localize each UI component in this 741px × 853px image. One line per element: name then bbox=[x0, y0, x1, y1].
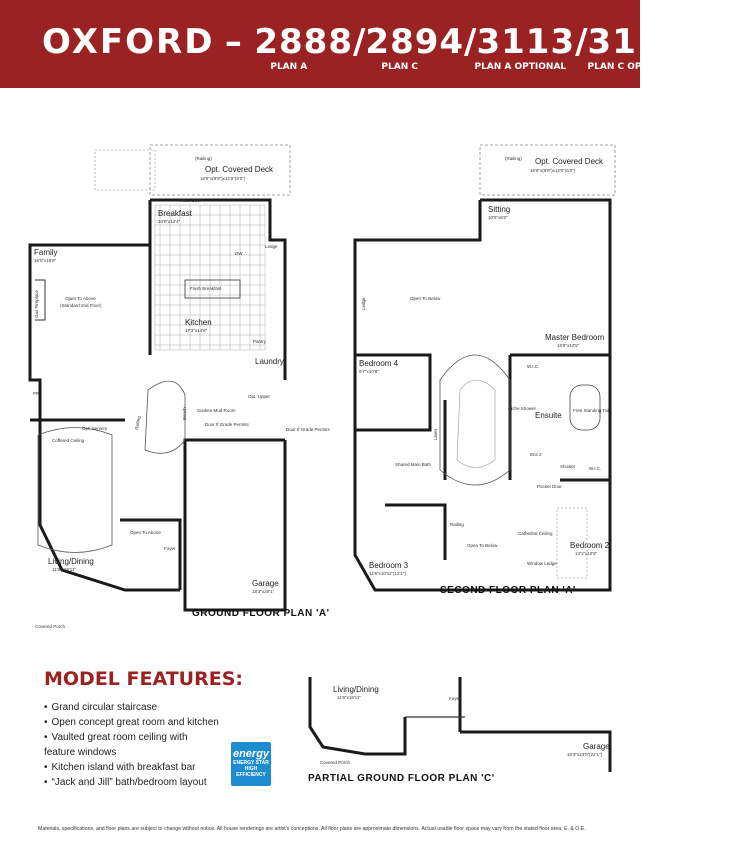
sf-railing-s: Railing bbox=[450, 522, 464, 527]
sf-linen: Linen bbox=[433, 428, 438, 440]
sf-covered-deck: Opt. Covered Deck bbox=[535, 157, 604, 166]
sf-bedroom4: Bedroom 4 bbox=[359, 359, 399, 368]
ground-floor-plan bbox=[20, 140, 330, 630]
feature-item: • Grand circular staircase bbox=[44, 700, 219, 715]
partial-living-dim: 11'8"x19'11" bbox=[337, 695, 362, 700]
sf-sitting-dim: 10'0"x6'0" bbox=[488, 215, 508, 220]
gf-dw: DW bbox=[235, 251, 243, 256]
gf-family-dim: 16'0"x18'8" bbox=[34, 258, 57, 263]
title-row: OXFORD – 2888 PLAN A /2894 PLAN C /3113 PLAN A OPTIONAL /3119 PLAN C OPTIONAL SQ.FT. bbox=[42, 22, 741, 72]
second-floor-plan bbox=[345, 140, 620, 600]
energy-star-badge bbox=[231, 742, 271, 786]
gf-pantry: Pantry bbox=[253, 339, 267, 344]
energy-star-sub: HIGH EFFICIENCY bbox=[236, 766, 266, 778]
gf-open-above2: Open To Above bbox=[130, 530, 161, 535]
sf-bedroom3-dim: 11'6"x10'11"(12'1") bbox=[369, 571, 406, 576]
features-list bbox=[44, 700, 219, 790]
partial-porch: Covered Porch bbox=[320, 760, 351, 765]
sqft-plan-c-optional: 3119 PLAN C OPTIONAL bbox=[587, 22, 687, 72]
sqft-plan-c: 2894 PLAN C bbox=[365, 22, 465, 72]
features-title: MODEL FEATURES: bbox=[44, 668, 243, 690]
sf-sitting: Sitting bbox=[488, 205, 511, 214]
gf-servery: Opt. Servery bbox=[82, 426, 108, 431]
gf-door-grade: Door If Grade Permits bbox=[286, 427, 330, 432]
sqft-plan-a-optional: 3113 PLAN A OPTIONAL bbox=[474, 22, 576, 72]
gf-living-dim: 11'8"x19'11" bbox=[52, 567, 77, 572]
gf-laundry: Laundry bbox=[255, 357, 284, 366]
sf-shared-bath: Shared Main Bath bbox=[395, 462, 432, 467]
gf-coffered: Coffered Ceiling bbox=[52, 438, 85, 443]
energy-star-label: ENERGY STAR bbox=[233, 760, 269, 766]
gf-living: Living/Dining bbox=[48, 557, 94, 566]
gf-opt-upper: Opt. Upper bbox=[248, 394, 271, 399]
sf-bedroom2: Bedroom 2 bbox=[570, 541, 610, 550]
energy-star-logo: energy bbox=[232, 748, 270, 760]
gf-railing2: Railing bbox=[134, 415, 142, 431]
title-banner bbox=[0, 0, 741, 88]
sf-cathedral: Cathedral Ceiling bbox=[518, 531, 553, 536]
gf-door-grade2: Door If Grade Permits bbox=[205, 422, 249, 427]
sf-niche-shower: Niche Shower bbox=[508, 406, 537, 411]
title-dash: – bbox=[224, 22, 244, 62]
sqft-plan-a: 2888 PLAN A bbox=[254, 22, 353, 72]
sf-bedroom2-dim: 13'1"x10'8" bbox=[575, 551, 598, 556]
sf-shower: Shower bbox=[560, 464, 576, 469]
gf-fireplace: Gas Fireplace bbox=[34, 289, 39, 318]
gf-pr: PR bbox=[33, 391, 40, 396]
gf-railing: (Railing) bbox=[195, 156, 212, 161]
disclaimer: Materials, specifications, and floor plans are subject to change without notice. All house renderings are artist's conceptions. All floor plans are approximate dimensions. Actual usable floor space may vary from the stated floor area. E. & O.E. bbox=[38, 826, 586, 832]
sf-bedroom3: Bedroom 3 bbox=[369, 561, 409, 570]
model-name: OXFORD bbox=[42, 22, 215, 62]
second-floor-title: SECOND FLOOR PLAN 'A' bbox=[440, 585, 576, 596]
gf-covered-deck-dim: 16'6"x(9'8")x12'0"(6'0") bbox=[200, 176, 246, 181]
sf-open-below2: Open To Below bbox=[467, 543, 498, 548]
gf-mud-room: Sunken Mud Room bbox=[197, 408, 236, 413]
gf-garage-dim: 18'3"x20'1" bbox=[252, 589, 275, 594]
gf-covered-deck: Opt. Covered Deck bbox=[205, 165, 274, 174]
partial-garage: Garage bbox=[583, 742, 610, 751]
partial-living: Living/Dining bbox=[333, 685, 379, 694]
gf-porch: Covered Porch bbox=[35, 624, 66, 629]
sqft-unit: SQ.FT. bbox=[694, 41, 741, 56]
sf-window-ledge: Window Ledge bbox=[527, 561, 557, 566]
sf-ledge: Ledge bbox=[361, 297, 366, 310]
sf-open-below: Open To Below bbox=[410, 296, 441, 301]
gf-breakfast: Breakfast bbox=[158, 209, 192, 218]
sf-wic2: W.I.C. bbox=[589, 466, 602, 471]
sf-tub: Free Standing Tub bbox=[573, 408, 611, 413]
sf-ensuite: Ensuite bbox=[535, 411, 562, 420]
gf-breakfast-dim: 10'0"x12'4" bbox=[158, 219, 181, 224]
gf-patio-door: Patio Door bbox=[180, 198, 202, 203]
partial-garage-dim: 18'3"x23'9"(22'1") bbox=[567, 752, 603, 757]
sf-railing: (Railing) bbox=[505, 156, 522, 161]
sf-bedroom4-dim: 9'7"x10'8" bbox=[359, 369, 379, 374]
partial-foyer: Foyer bbox=[449, 696, 461, 701]
gf-ledge: Ledge bbox=[265, 244, 278, 249]
gf-family: Family bbox=[34, 248, 58, 257]
partial-floor-plan-c bbox=[305, 672, 615, 772]
gf-open-above-note: (Standard 2nd Floor) bbox=[60, 303, 102, 308]
sf-pocket-door: Pocket Door bbox=[537, 484, 562, 489]
feature-item: • Kitchen island with breakfast bar bbox=[44, 760, 219, 775]
feature-item: • “Jack and Jill” bath/bedroom layout bbox=[44, 775, 219, 790]
sf-ens2: Ens 2 bbox=[530, 452, 542, 457]
feature-item: • Vaulted great room ceiling with feature windows bbox=[44, 730, 219, 760]
gf-open-above: Open To Above bbox=[65, 296, 96, 301]
sf-master-dim: 16'8"x14'5" bbox=[557, 343, 580, 348]
gf-garage: Garage bbox=[252, 579, 279, 588]
feature-item: • Open concept great room and kitchen bbox=[44, 715, 219, 730]
gf-bench: Bench bbox=[182, 407, 187, 420]
ground-floor-title: GROUND FLOOR PLAN 'A' bbox=[192, 608, 330, 619]
gf-flush-breakfast: Flush Breakfast bbox=[190, 286, 222, 291]
partial-plan-title: PARTIAL GROUND FLOOR PLAN 'C' bbox=[308, 773, 495, 784]
sf-master: Master Bedroom bbox=[545, 333, 605, 342]
sf-wic: W.I.C. bbox=[527, 364, 540, 369]
gf-foyer: Foyer bbox=[164, 546, 176, 551]
sf-covered-deck-dim: 16'6"x(9'8")x12'0"(6'0") bbox=[530, 168, 576, 173]
gf-kitchen-dim: 17'3"x14'6" bbox=[185, 328, 208, 333]
gf-kitchen: Kitchen bbox=[185, 318, 212, 327]
